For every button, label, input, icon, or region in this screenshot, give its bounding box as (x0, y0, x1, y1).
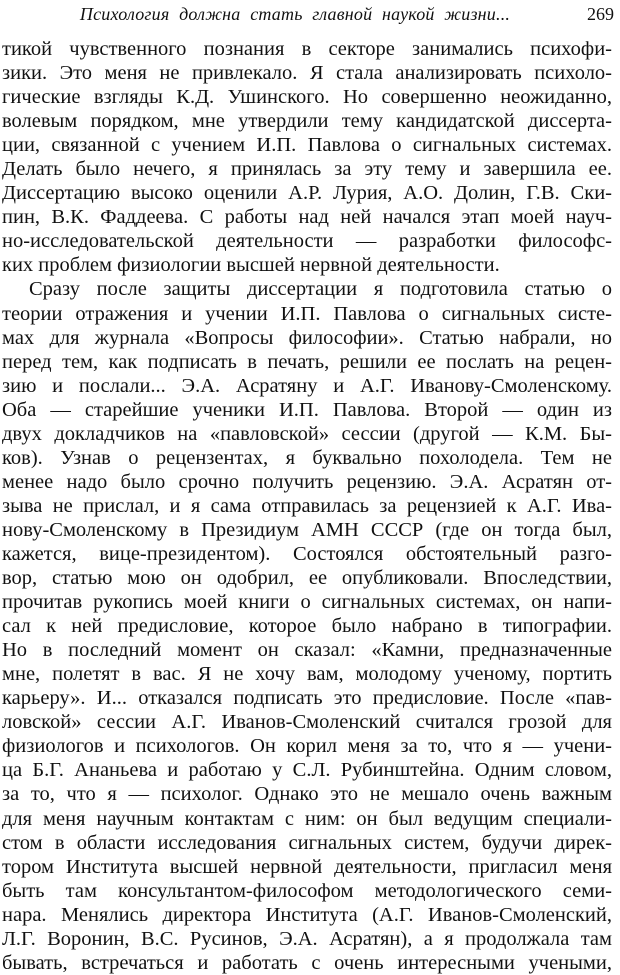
text-line: зыва не прислал, и я сама отправилась за рецензией к А.Г. Ива- (2, 494, 612, 517)
text-line: волевым порядком, мне утвердили тему кандидатской диссерта- (2, 110, 612, 133)
text-line: стом в области исследования сигнальных систем, будучи дирек- (2, 831, 612, 854)
text-line: мах для журнала «Вопросы философии». Статью набрали, но (2, 326, 612, 349)
text-line: прочитав рукопись моей книги о сигнальных системах, он напи- (2, 591, 612, 614)
text-line: бывать, встречаться и работать с очень интересными учеными, (2, 951, 612, 974)
text-line: за то, что я — психолог. Однако это не мешало очень важным (2, 783, 612, 806)
text-line: Но в последний момент он сказал: «Камни, предназначенные (2, 639, 612, 662)
text-line: зики. Это меня не привлекало. Я стала анализировать психоло- (2, 62, 612, 85)
text-line: нову-Смоленскому в Президиум АМН СССР (где он тогда был, (2, 518, 612, 541)
text-line: ких проблем физиологии высшей нервной деятельности. (2, 254, 500, 277)
text-line: быть там консультантом-философом методологического семи- (2, 879, 612, 902)
text-line: гические взгляды К.Д. Ушинского. Но совершенно неожиданно, (2, 86, 612, 109)
text-line: ков). Узнав о рецензентах, я буквально похолодела. Тем не (2, 446, 612, 469)
text-line: но-исследовательской деятельности — разработки философс- (2, 230, 612, 253)
text-line: тором Института высшей нервной деятельности, пригласил меня (2, 855, 612, 878)
text-line: сал к ней предисловие, которое было набрано в типографии. (2, 615, 612, 638)
text-line: нара. Менялись директора Института (А.Г. Иванов-Смоленский, (2, 903, 612, 926)
text-line: теории отражения и учении И.П. Павлова о сигнальных систе- (2, 302, 612, 325)
text-line: двух докладчиков на «павловской» сессии (другой — К.М. Бы- (2, 422, 612, 445)
text-line: Делать было нечего, я принялась за эту тему и завершила ее. (2, 158, 612, 181)
text-line: ловской» сессии А.Г. Иванов-Смоленский считался грозой для (2, 711, 612, 734)
text-line: перед тем, как подписать в печать, решили ее послать на рецен- (2, 350, 612, 373)
text-line: кажется, вице-президентом). Состоялся обстоятельный разго- (2, 542, 612, 565)
text-line: Оба — старейшие ученики И.П. Павлова. Второй — один из (2, 398, 612, 421)
text-line: Диссертацию высоко оценили А.Р. Лурия, А.О. Долин, Г.В. Ски- (2, 182, 612, 205)
text-line: карьеру». И... отказался подписать это предисловие. После «пав- (2, 687, 612, 710)
body-text (2, 37, 612, 975)
text-line: Сразу после защиты диссертации я подготовила статью о (29, 278, 612, 301)
text-line: физиологов и психологов. Он корил меня за то, что я — учени- (2, 735, 612, 758)
paragraph-2 (2, 277, 612, 974)
text-line: пин, В.К. Фаддеева. С работы над ней начался этап моей науч- (2, 206, 612, 229)
text-line: вор, статью мою он одобрил, ее опубликовали. Впоследствии, (2, 567, 612, 590)
text-line: ции, связанной с учением И.П. Павлова о сигнальных системах. (2, 134, 612, 157)
text-line: для меня научным контактам с ним: он был ведущим специали- (2, 807, 612, 830)
text-line: зию и послали... Э.А. Асратяну и А.Г. Иванову-Смоленскому. (2, 374, 612, 397)
text-line: ца Б.Г. Ананьева и работаю у С.Л. Рубинштейна. Одним словом, (2, 759, 612, 782)
text-line: Л.Г. Воронин, В.С. Русинов, Э.А. Асратян), а я продолжала там (2, 927, 612, 950)
running-title: Психология должна стать главной наукой жизни... (79, 4, 511, 24)
text-line: мне, полетят в вас. Я не хочу вам, молодому ученому, портить (2, 663, 612, 686)
paragraph-1 (2, 37, 612, 277)
page-number: 269 (587, 4, 614, 24)
text-line: тикой чувственного познания в секторе занимались психофи- (2, 38, 612, 60)
text-line: менее надо было срочно получить рецензию. Э.А. Асратян от- (2, 470, 612, 493)
